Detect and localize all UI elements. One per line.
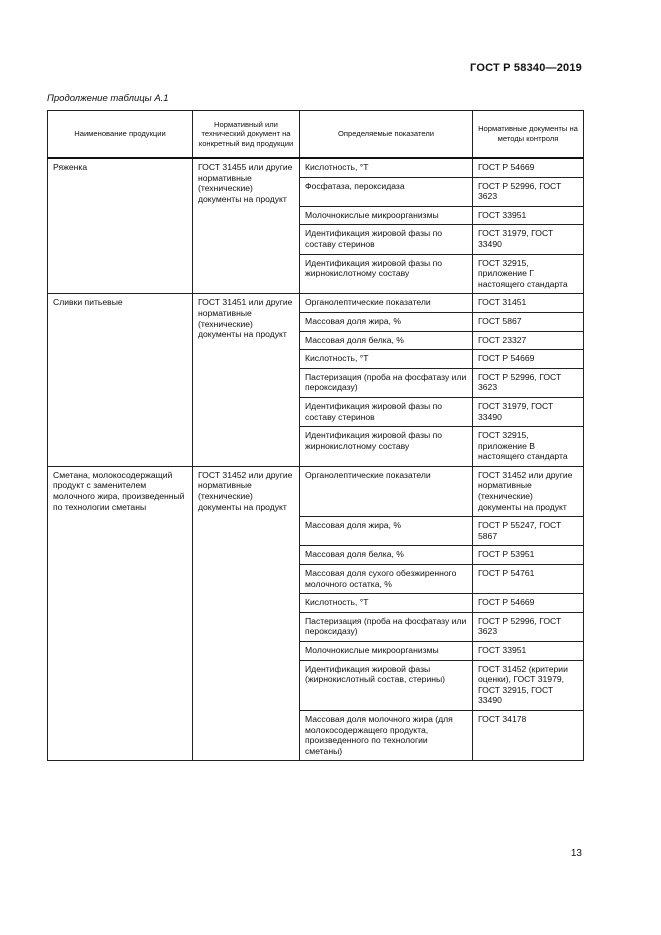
method-cell: ГОСТ Р 55247, ГОСТ 5867 (473, 517, 584, 546)
column-header-product: Наименование продукции (48, 111, 193, 159)
indicator-cell: Фосфатаза, пероксидаза (300, 177, 473, 206)
indicator-cell: Идентификация жировой фазы по составу стеринов (300, 225, 473, 254)
method-cell: ГОСТ Р 52996, ГОСТ 3623 (473, 368, 584, 397)
method-cell: ГОСТ Р 53951 (473, 546, 584, 565)
method-cell: ГОСТ Р 54669 (473, 158, 584, 177)
indicator-cell: Молочнокислые микроорганизмы (300, 206, 473, 225)
indicator-cell: Органолептические показатели (300, 466, 473, 516)
indicator-cell: Массовая доля молочного жира (для молокосодержащего продукта, произведенного по технологии сметаны) (300, 710, 473, 760)
product-document-cell: ГОСТ 31451 или другие нормативные (технические) документы на продукт (193, 294, 300, 467)
product-document-cell: ГОСТ 31452 или другие нормативные (технические) документы на продукт (193, 466, 300, 760)
indicator-cell: Идентификация жировой фазы по составу стеринов (300, 397, 473, 426)
indicator-cell: Кислотность, °Т (300, 350, 473, 369)
indicator-cell: Пастеризация (проба на фосфатазу или пероксидазу) (300, 612, 473, 641)
indicator-cell: Пастеризация (проба на фосфатазу или пероксидазу) (300, 368, 473, 397)
page-number: 13 (570, 848, 582, 859)
table-caption: Продолжение таблицы А.1 (47, 93, 169, 104)
method-cell: ГОСТ 31451 (473, 294, 584, 313)
indicator-cell: Органолептические показатели (300, 294, 473, 313)
indicator-cell: Кислотность, °Т (300, 158, 473, 177)
indicator-cell: Массовая доля жира, % (300, 517, 473, 546)
method-cell: ГОСТ 31979, ГОСТ 33490 (473, 397, 584, 426)
table-row (48, 158, 584, 177)
product-name-cell: Сметана, молокосодержащий продукт с заменителем молочного жира, произведенный по технологии сметаны (48, 466, 193, 760)
indicator-cell: Массовая доля белка, % (300, 546, 473, 565)
indicator-cell: Идентификация жировой фазы (жирнокислотный состав, стерины) (300, 660, 473, 710)
method-cell: ГОСТ 31979, ГОСТ 33490 (473, 225, 584, 254)
method-cell: ГОСТ 33951 (473, 642, 584, 661)
table-row (48, 294, 584, 313)
method-cell: ГОСТ 31452 (критерии оценки), ГОСТ 31979, ГОСТ 32915, ГОСТ 33490 (473, 660, 584, 710)
column-header-indicators: Определяемые показатели (300, 111, 473, 159)
method-cell: ГОСТ 32915, приложение Г настоящего стандарта (473, 254, 584, 294)
table-row (48, 466, 584, 516)
indicator-cell: Массовая доля жира, % (300, 312, 473, 331)
method-cell: ГОСТ 33951 (473, 206, 584, 225)
method-cell: ГОСТ Р 54669 (473, 350, 584, 369)
method-cell: ГОСТ 23327 (473, 331, 584, 350)
column-header-document: Нормативный или технический документ на конкретный вид продукции (193, 111, 300, 159)
indicator-cell: Идентификация жировой фазы по жирнокислотному составу (300, 427, 473, 467)
method-cell: ГОСТ Р 54761 (473, 565, 584, 594)
indicator-cell: Идентификация жировой фазы по жирнокислотному составу (300, 254, 473, 294)
product-name-cell: Ряженка (48, 158, 193, 294)
document-code: ГОСТ Р 58340—2019 (470, 62, 582, 74)
header-row (48, 111, 584, 159)
indicator-cell: Кислотность, °Т (300, 594, 473, 613)
table-body (48, 158, 584, 761)
method-cell: ГОСТ 31452 или другие нормативные (технические) документы на продукт (473, 466, 584, 516)
indicator-cell: Молочнокислые микроорганизмы (300, 642, 473, 661)
method-cell: ГОСТ Р 52996, ГОСТ 3623 (473, 177, 584, 206)
method-cell: ГОСТ Р 52996, ГОСТ 3623 (473, 612, 584, 641)
table-header (48, 111, 584, 159)
indicators-table (47, 110, 584, 761)
product-name-cell: Сливки питьевые (48, 294, 193, 467)
method-cell: ГОСТ 5867 (473, 312, 584, 331)
product-document-cell: ГОСТ 31455 или другие нормативные (технические) документы на продукт (193, 158, 300, 294)
indicator-cell: Массовая доля белка, % (300, 331, 473, 350)
indicator-cell: Массовая доля сухого обезжиренного молочного остатка, % (300, 565, 473, 594)
method-cell: ГОСТ 34178 (473, 710, 584, 760)
method-cell: ГОСТ 32915, приложение В настоящего стандарта (473, 427, 584, 467)
method-cell: ГОСТ Р 54669 (473, 594, 584, 613)
column-header-methods: Нормативные документы на методы контроля (473, 111, 584, 159)
